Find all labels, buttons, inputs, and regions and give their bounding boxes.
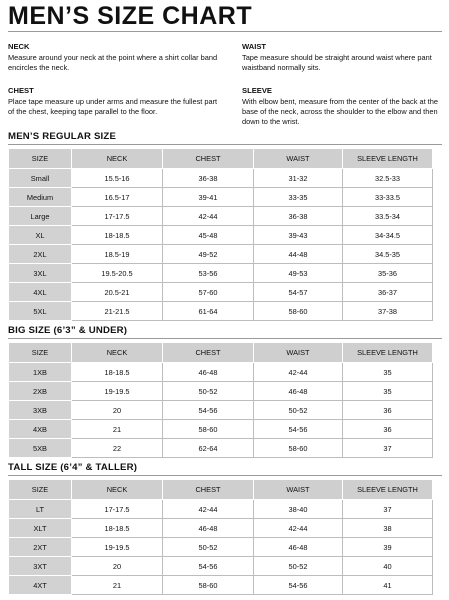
neck-cell: 21-21.5: [72, 302, 163, 321]
size-cell: 3XL: [9, 264, 72, 283]
waist-cell: 54-56: [254, 576, 343, 595]
size-cell: Large: [9, 207, 72, 226]
chest-cell: 36-38: [163, 169, 254, 188]
neck-cell: 16.5-17: [72, 188, 163, 207]
sleeve-length-cell: 33.5-34: [343, 207, 433, 226]
chest-cell: 46-48: [163, 363, 254, 382]
sleeve-length-cell: 36: [343, 401, 433, 420]
neck-cell: 18.5-19: [72, 245, 163, 264]
neck-cell: 20: [72, 557, 163, 576]
neck-cell: 18-18.5: [72, 519, 163, 538]
title-divider: [8, 31, 442, 32]
waist-instructions: [242, 42, 447, 73]
waist-cell: 49-53: [254, 264, 343, 283]
sleeve-text: With elbow bent, measure from the center of the back at the base of the neck, across the shoulder to the elbow and then down to the wrist.: [242, 97, 438, 126]
column-header-size: SIZE: [9, 343, 72, 363]
table-row: [9, 538, 433, 557]
neck-cell: 19-19.5: [72, 382, 163, 401]
sleeve-length-cell: 35: [343, 382, 433, 401]
sleeve-length-cell: 32.5-33: [343, 169, 433, 188]
waist-cell: 54-57: [254, 283, 343, 302]
sleeve-length-cell: 36: [343, 420, 433, 439]
size-cell: 3XB: [9, 401, 72, 420]
chest-cell: 53-56: [163, 264, 254, 283]
column-header-neck: NECK: [72, 480, 163, 500]
table-row: [9, 557, 433, 576]
neck-heading: NECK: [8, 42, 30, 51]
neck-cell: 18-18.5: [72, 363, 163, 382]
waist-cell: 46-48: [254, 538, 343, 557]
neck-cell: 21: [72, 420, 163, 439]
waist-cell: 33-35: [254, 188, 343, 207]
waist-cell: 42-44: [254, 363, 343, 382]
table-row: [9, 283, 433, 302]
waist-heading: WAIST: [242, 42, 267, 51]
table-row: [9, 363, 433, 382]
neck-cell: 18-18.5: [72, 226, 163, 245]
table-row: [9, 264, 433, 283]
chest-cell: 45-48: [163, 226, 254, 245]
table-row: [9, 302, 433, 321]
size-cell: Small: [9, 169, 72, 188]
sleeve-length-cell: 33-33.5: [343, 188, 433, 207]
chest-cell: 49-52: [163, 245, 254, 264]
neck-cell: 19.5-20.5: [72, 264, 163, 283]
sleeve-heading: SLEEVE: [242, 86, 272, 95]
section-heading-tall: TALL SIZE (6’4” & TALLER): [8, 462, 138, 473]
table-row: [9, 576, 433, 595]
table-row: [9, 207, 433, 226]
sleeve-length-cell: 38: [343, 519, 433, 538]
size-cell: XL: [9, 226, 72, 245]
column-header-neck: NECK: [72, 149, 163, 169]
section-divider-tall: [8, 475, 442, 476]
chest-cell: 46-48: [163, 519, 254, 538]
column-header-waist: WAIST: [254, 480, 343, 500]
size-cell: LT: [9, 500, 72, 519]
size-cell: 4XB: [9, 420, 72, 439]
size-table-big: [8, 342, 433, 458]
table-row: [9, 169, 433, 188]
size-cell: 2XB: [9, 382, 72, 401]
section-divider-regular: [8, 144, 442, 145]
size-cell: 5XL: [9, 302, 72, 321]
column-header-chest: CHEST: [163, 149, 254, 169]
chest-cell: 42-44: [163, 500, 254, 519]
chest-heading: CHEST: [8, 86, 34, 95]
section-heading-regular: MEN’S REGULAR SIZE: [8, 131, 117, 142]
table-row: [9, 439, 433, 458]
section-divider-big: [8, 338, 442, 339]
chest-cell: 58-60: [163, 576, 254, 595]
chest-cell: 61-64: [163, 302, 254, 321]
neck-cell: 17-17.5: [72, 207, 163, 226]
neck-instructions: [8, 42, 218, 73]
column-header-waist: WAIST: [254, 343, 343, 363]
column-header-size: SIZE: [9, 149, 72, 169]
chest-cell: 54-56: [163, 557, 254, 576]
sleeve-length-cell: 35: [343, 363, 433, 382]
chest-text: Place tape measure up under arms and measure the fullest part of the chest, keeping tape parallel to the floor.: [8, 97, 218, 116]
sleeve-instructions: [242, 86, 447, 127]
neck-cell: 15.5-16: [72, 169, 163, 188]
size-cell: Medium: [9, 188, 72, 207]
sleeve-length-cell: 36-37: [343, 283, 433, 302]
table-header-row: [9, 480, 433, 500]
waist-cell: 54-56: [254, 420, 343, 439]
table-header-row: [9, 343, 433, 363]
size-cell: 4XT: [9, 576, 72, 595]
neck-cell: 22: [72, 439, 163, 458]
size-cell: 3XT: [9, 557, 72, 576]
sleeve-length-cell: 34-34.5: [343, 226, 433, 245]
chest-cell: 57-60: [163, 283, 254, 302]
column-header-neck: NECK: [72, 343, 163, 363]
sleeve-length-cell: 39: [343, 538, 433, 557]
column-header-sleeve-length: SLEEVE LENGTH: [343, 480, 433, 500]
neck-cell: 19-19.5: [72, 538, 163, 557]
column-header-size: SIZE: [9, 480, 72, 500]
waist-cell: 58-60: [254, 439, 343, 458]
waist-cell: 39-43: [254, 226, 343, 245]
size-cell: 2XT: [9, 538, 72, 557]
column-header-sleeve-length: SLEEVE LENGTH: [343, 343, 433, 363]
waist-cell: 42-44: [254, 519, 343, 538]
table-row: [9, 382, 433, 401]
table-row: [9, 245, 433, 264]
sleeve-length-cell: 40: [343, 557, 433, 576]
neck-cell: 21: [72, 576, 163, 595]
section-heading-big: BIG SIZE (6’3” & UNDER): [8, 325, 128, 336]
chest-cell: 62-64: [163, 439, 254, 458]
waist-cell: 44-48: [254, 245, 343, 264]
waist-text: Tape measure should be straight around waist where pant waistband normally sits.: [242, 53, 432, 72]
table-row: [9, 226, 433, 245]
title-block: [8, 2, 252, 30]
size-cell: 5XB: [9, 439, 72, 458]
neck-cell: 20: [72, 401, 163, 420]
page-title: MEN’S SIZE CHART: [8, 2, 253, 30]
waist-cell: 38-40: [254, 500, 343, 519]
sleeve-length-cell: 35-36: [343, 264, 433, 283]
waist-cell: 50-52: [254, 557, 343, 576]
chest-instructions: [8, 86, 218, 117]
column-header-chest: CHEST: [163, 343, 254, 363]
sleeve-length-cell: 37-38: [343, 302, 433, 321]
size-cell: 1XB: [9, 363, 72, 382]
waist-cell: 50-52: [254, 401, 343, 420]
size-table-regular: [8, 148, 433, 321]
neck-text: Measure around your neck at the point where a shirt collar band encircles the neck.: [8, 53, 218, 72]
chest-cell: 50-52: [163, 538, 254, 557]
waist-cell: 36-38: [254, 207, 343, 226]
table-row: [9, 500, 433, 519]
neck-cell: 20.5-21: [72, 283, 163, 302]
column-header-sleeve-length: SLEEVE LENGTH: [343, 149, 433, 169]
chest-cell: 58-60: [163, 420, 254, 439]
sleeve-length-cell: 37: [343, 439, 433, 458]
size-cell: 4XL: [9, 283, 72, 302]
sleeve-length-cell: 34.5-35: [343, 245, 433, 264]
table-row: [9, 420, 433, 439]
waist-cell: 31-32: [254, 169, 343, 188]
waist-cell: 58-60: [254, 302, 343, 321]
table-row: [9, 188, 433, 207]
chest-cell: 50-52: [163, 382, 254, 401]
column-header-chest: CHEST: [163, 480, 254, 500]
table-row: [9, 519, 433, 538]
size-table-tall: [8, 479, 433, 595]
neck-cell: 17-17.5: [72, 500, 163, 519]
chest-cell: 42-44: [163, 207, 254, 226]
chest-cell: 39-41: [163, 188, 254, 207]
table-row: [9, 401, 433, 420]
size-cell: XLT: [9, 519, 72, 538]
size-cell: 2XL: [9, 245, 72, 264]
waist-cell: 46-48: [254, 382, 343, 401]
sleeve-length-cell: 37: [343, 500, 433, 519]
chest-cell: 54-56: [163, 401, 254, 420]
table-header-row: [9, 149, 433, 169]
column-header-waist: WAIST: [254, 149, 343, 169]
sleeve-length-cell: 41: [343, 576, 433, 595]
